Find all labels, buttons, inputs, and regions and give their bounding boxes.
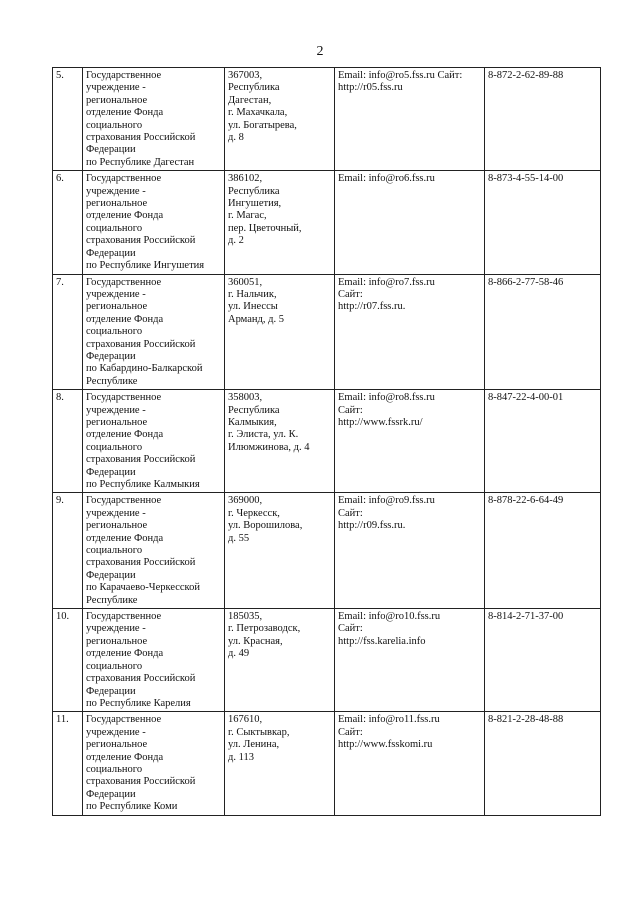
phone-number: 8-878-22-6-64-49 bbox=[488, 495, 564, 507]
organization-name: Государственное учреждение - региональное отделение Фонда социального страхования Российской Федерации по Республике Карелия bbox=[86, 611, 196, 709]
fss-offices-table bbox=[52, 67, 601, 816]
row-number-cell bbox=[53, 171, 83, 274]
email-and-website: Email: info@ro7.fss.ru Сайт: http://r07.fss.ru. bbox=[338, 276, 435, 313]
table-row bbox=[53, 274, 601, 390]
address: 367003, Республика Дагестан, г. Махачкала, ул. Богатырева, д. 8 bbox=[228, 70, 297, 144]
organization-name: Государственное учреждение - региональное отделение Фонда социального страхования Российской Федерации по Республике Ингушетия bbox=[86, 173, 205, 272]
organization-name-cell bbox=[83, 493, 225, 609]
address: 369000, г. Черкесск, ул. Ворошилова, д. 55 bbox=[228, 495, 303, 544]
phone-cell bbox=[485, 68, 601, 171]
phone-cell bbox=[485, 274, 601, 390]
address-cell bbox=[225, 712, 335, 815]
organization-name-cell bbox=[83, 274, 225, 390]
address-cell bbox=[225, 609, 335, 712]
email-and-website: Email: info@ro6.fss.ru bbox=[338, 173, 435, 185]
phone-number: 8-873-4-55-14-00 bbox=[488, 173, 564, 185]
row-number-cell bbox=[53, 274, 83, 390]
organization-name: Государственное учреждение - региональное отделение Фонда социального страхования Российской Федерации по Республике Коми bbox=[86, 714, 196, 813]
table-row bbox=[53, 493, 601, 609]
phone-cell bbox=[485, 171, 601, 274]
row-number: 5. bbox=[56, 70, 64, 81]
address: 360051, г. Нальчик, ул. Инессы Арманд, д. 5 bbox=[228, 276, 284, 325]
row-number-cell bbox=[53, 68, 83, 171]
row-number: 10. bbox=[56, 611, 70, 623]
row-number: 11. bbox=[56, 714, 69, 726]
row-number: 9. bbox=[56, 495, 64, 507]
organization-name-cell bbox=[83, 390, 225, 493]
contacts-cell bbox=[335, 171, 485, 274]
contacts-cell bbox=[335, 609, 485, 712]
phone-number: 8-821-2-28-48-88 bbox=[488, 714, 564, 726]
email-and-website: Email: info@ro9.fss.ru Сайт: http://r09.fss.ru. bbox=[338, 495, 435, 532]
address-cell bbox=[225, 171, 335, 274]
organization-name: Государственное учреждение - региональное отделение Фонда социального страхования Российской Федерации по Республике Калмыкия bbox=[86, 392, 200, 490]
address: 167610, г. Сыктывкар, ул. Ленина, д. 113 bbox=[228, 714, 290, 763]
address: 185035, г. Петрозаводск, ул. Красная, д. 49 bbox=[228, 611, 301, 660]
address-cell bbox=[225, 390, 335, 493]
organization-name-cell bbox=[83, 68, 225, 171]
organization-name: Государственное учреждение - региональное отделение Фонда социального страхования Российской Федерации по Республике Дагестан bbox=[86, 70, 196, 168]
row-number-cell bbox=[53, 609, 83, 712]
contacts-cell bbox=[335, 274, 485, 390]
phone-number: 8-847-22-4-00-01 bbox=[488, 392, 564, 404]
address: 386102, Республика Ингушетия, г. Магас, пер. Цветочный, д. 2 bbox=[228, 173, 302, 247]
phone-number: 8-872-2-62-89-88 bbox=[488, 70, 564, 81]
address-cell bbox=[225, 274, 335, 390]
email-and-website: Email: info@ro10.fss.ru Сайт: http://fss.karelia.info bbox=[338, 611, 441, 647]
row-number-cell bbox=[53, 712, 83, 815]
phone-number: 8-866-2-77-58-46 bbox=[488, 276, 564, 288]
page-number: 2 bbox=[316, 44, 324, 59]
row-number: 8. bbox=[56, 392, 64, 404]
phone-cell bbox=[485, 609, 601, 712]
phone-number: 8-814-2-71-37-00 bbox=[488, 611, 564, 623]
table-row bbox=[53, 712, 601, 815]
row-number-cell bbox=[53, 493, 83, 609]
phone-cell bbox=[485, 493, 601, 609]
contacts-cell bbox=[335, 390, 485, 493]
email-and-website: Email: info@ro8.fss.ru Сайт: http://www.fssrk.ru/ bbox=[338, 392, 435, 428]
address: 358003, Республика Калмыкия, г. Элиста, ул. К. Илюмжинова, д. 4 bbox=[228, 392, 310, 453]
row-number: 7. bbox=[56, 276, 64, 288]
table-row bbox=[53, 609, 601, 712]
organization-name-cell bbox=[83, 609, 225, 712]
row-number-cell bbox=[53, 390, 83, 493]
organization-name-cell bbox=[83, 712, 225, 815]
organization-name: Государственное учреждение - региональное отделение Фонда социального страхования Российской Федерации по Карачаево-Черкесской Республике bbox=[86, 495, 200, 606]
table-row bbox=[53, 171, 601, 274]
contacts-cell bbox=[335, 712, 485, 815]
phone-cell bbox=[485, 712, 601, 815]
organization-name: Государственное учреждение - региональное отделение Фонда социального страхования Российской Федерации по Кабардино-Балкарской Республике bbox=[86, 276, 203, 387]
contacts-cell bbox=[335, 68, 485, 171]
organization-name-cell bbox=[83, 171, 225, 274]
table-row bbox=[53, 68, 601, 171]
row-number: 6. bbox=[56, 173, 64, 185]
phone-cell bbox=[485, 390, 601, 493]
contacts-cell bbox=[335, 493, 485, 609]
table-row bbox=[53, 390, 601, 493]
email-and-website: Email: info@ro5.fss.ru Сайт: http://r05.fss.ru bbox=[338, 70, 463, 94]
email-and-website: Email: info@ro11.fss.ru Сайт: http://www.fsskomi.ru bbox=[338, 714, 440, 751]
address-cell bbox=[225, 68, 335, 171]
address-cell bbox=[225, 493, 335, 609]
